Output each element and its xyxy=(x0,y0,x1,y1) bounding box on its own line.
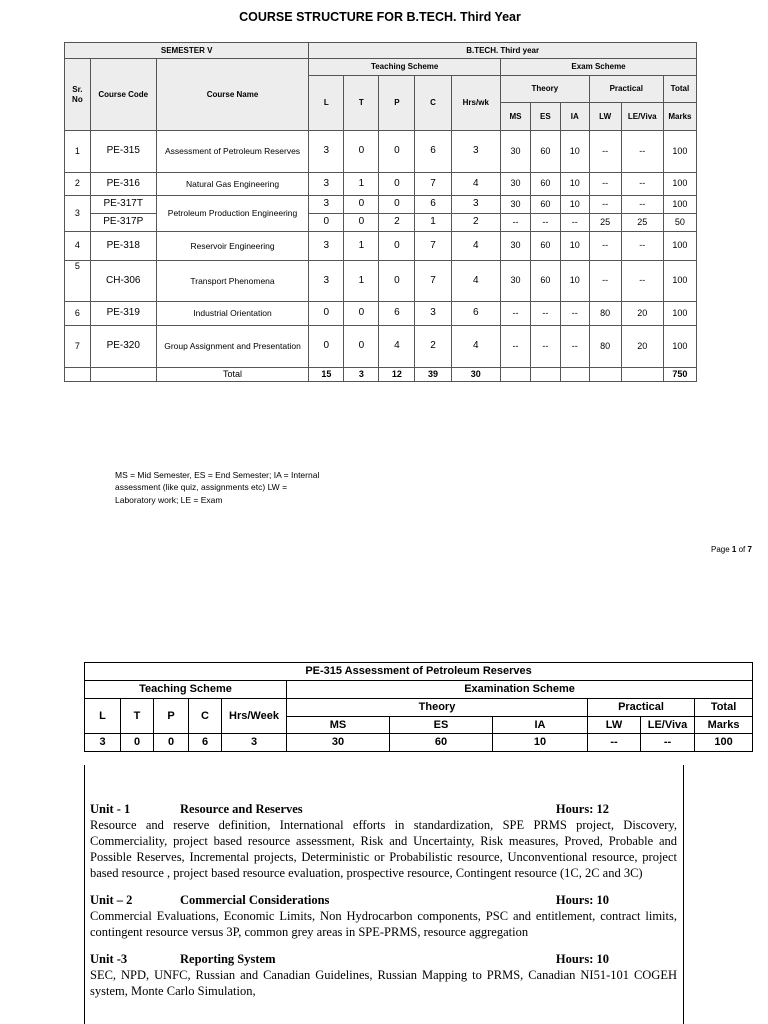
cell-LE: 20 xyxy=(621,326,663,368)
col-LW: LW xyxy=(588,716,641,734)
total-L: 15 xyxy=(309,368,344,382)
col-L: L xyxy=(309,76,344,131)
cell-L: 3 xyxy=(309,261,344,302)
total-marks: 750 xyxy=(663,368,696,382)
cell-ES: 60 xyxy=(530,232,560,261)
value-IA: 10 xyxy=(493,734,588,752)
cell-C: 7 xyxy=(415,261,451,302)
cell-P: 4 xyxy=(379,326,415,368)
cell-MS: -- xyxy=(501,214,531,232)
table-row xyxy=(65,326,697,368)
program-header: B.TECH. Third year xyxy=(309,43,697,59)
cell-code: PE-318 xyxy=(90,232,156,261)
total-T: 3 xyxy=(344,368,379,382)
cell-name: Group Assignment and Presentation xyxy=(156,326,309,368)
cell-P: 0 xyxy=(379,131,415,173)
table-row xyxy=(65,196,697,214)
cell-IA: -- xyxy=(560,302,589,326)
cell-name: Petroleum Production Engineering xyxy=(156,196,309,232)
unit-hours: Hours: 10 xyxy=(555,952,609,966)
cell-ES: -- xyxy=(530,326,560,368)
cell-MS: 30 xyxy=(501,232,531,261)
cell-sr: 7 xyxy=(65,326,91,368)
notes-line: MS = Mid Semester, ES = End Semester; IA = Internal xyxy=(115,470,320,480)
col-marks: Marks xyxy=(663,103,696,131)
cell-C: 3 xyxy=(415,302,451,326)
value-hrs: 3 xyxy=(222,734,287,752)
value-T: 0 xyxy=(121,734,154,752)
cell-C: 6 xyxy=(415,131,451,173)
col-LE: LE/Viva xyxy=(641,716,695,734)
cell-IA: 10 xyxy=(560,261,589,302)
cell-C: 7 xyxy=(415,232,451,261)
cell-P: 0 xyxy=(379,196,415,214)
page-number: Page 1 of 7 xyxy=(711,545,752,554)
col-ES: ES xyxy=(530,103,560,131)
col-MS: MS xyxy=(501,103,531,131)
course-structure-table xyxy=(64,42,697,382)
total-hrs: 30 xyxy=(451,368,500,382)
col-T: T xyxy=(121,698,154,734)
unit-hours: Hours: 12 xyxy=(555,802,609,816)
cell-name: Natural Gas Engineering xyxy=(156,173,309,196)
table-row xyxy=(65,131,697,173)
cell-LW: -- xyxy=(589,196,621,214)
exam-scheme-header: Examination Scheme xyxy=(287,680,753,698)
col-LW: LW xyxy=(589,103,621,131)
col-srno: Sr. No xyxy=(65,59,91,131)
cell-IA: 10 xyxy=(560,173,589,196)
course-title: PE-315 Assessment of Petroleum Reserves xyxy=(85,663,753,681)
cell-C: 6 xyxy=(415,196,451,214)
cell-MS: 30 xyxy=(501,173,531,196)
unit-body: Resource and reserve definition, International efforts in standardization, SPE PRMS project, Discovery, Commerciality, project based resource assessment, Risk and Uncertainty, Risk measures, Proved, Probable and Possible Reserves, Incremental projects, Deterministic or Probabilistic resource, Unconventional resource, project based resource , project based resource evaluation, prospective resource, Contingent resource (1C, 2C and 3C) xyxy=(90,818,677,880)
cell-sr: 4 xyxy=(65,232,91,261)
cell-hrs: 4 xyxy=(451,232,500,261)
cell-LE: -- xyxy=(621,261,663,302)
cell-LW: -- xyxy=(589,261,621,302)
cell-IA: 10 xyxy=(560,131,589,173)
cell-sr: 3 xyxy=(65,196,91,232)
table-row xyxy=(65,302,697,326)
col-T: T xyxy=(344,76,379,131)
value-C: 6 xyxy=(189,734,222,752)
page-title: COURSE STRUCTURE FOR B.TECH. Third Year xyxy=(239,10,521,24)
unit-title: Reporting System xyxy=(180,952,276,966)
cell-T: 0 xyxy=(344,196,379,214)
value-MS: 30 xyxy=(287,734,390,752)
cell-P: 6 xyxy=(379,302,415,326)
cell-L: 3 xyxy=(309,173,344,196)
col-C: C xyxy=(415,76,451,131)
cell-T: 1 xyxy=(344,232,379,261)
cell-ES: 60 xyxy=(530,261,560,302)
cell-name: Industrial Orientation xyxy=(156,302,309,326)
cell-L: 0 xyxy=(309,302,344,326)
cell-IA: -- xyxy=(560,214,589,232)
unit-section xyxy=(90,801,677,881)
cell-total: 100 xyxy=(663,131,696,173)
cell-sr: 5 xyxy=(65,261,91,302)
unit-title: Commercial Considerations xyxy=(180,893,330,907)
col-MS: MS xyxy=(287,716,390,734)
cell-P: 2 xyxy=(379,214,415,232)
course-scheme-table xyxy=(84,662,753,752)
cell-MS: -- xyxy=(501,326,531,368)
cell-LW: -- xyxy=(589,173,621,196)
notes-line: Laboratory work; LE = Exam xyxy=(115,494,223,505)
cell-T: 1 xyxy=(344,261,379,302)
cell-hrs: 2 xyxy=(451,214,500,232)
cell-LW: 80 xyxy=(589,302,621,326)
cell-code: PE-315 xyxy=(90,131,156,173)
cell-LE: -- xyxy=(621,196,663,214)
col-LE: LE/Viva xyxy=(621,103,663,131)
table-row xyxy=(65,261,697,302)
course-units xyxy=(84,765,684,1024)
unit-number: Unit -3 xyxy=(90,952,128,966)
cell-LW: 80 xyxy=(589,326,621,368)
cell-hrs: 4 xyxy=(451,326,500,368)
cell-sr: 6 xyxy=(65,302,91,326)
unit-section xyxy=(90,892,677,940)
value-LE: -- xyxy=(641,734,695,752)
teaching-scheme-header: Teaching Scheme xyxy=(309,59,501,76)
unit-title: Resource and Reserves xyxy=(180,802,303,816)
col-course-code: Course Code xyxy=(90,59,156,131)
cell-L: 0 xyxy=(309,214,344,232)
cell-LE: 20 xyxy=(621,302,663,326)
unit-number: Unit - 1 xyxy=(90,802,131,816)
cell-sr: 2 xyxy=(65,173,91,196)
cell-T: 0 xyxy=(344,131,379,173)
total-P: 12 xyxy=(379,368,415,382)
cell-C: 7 xyxy=(415,173,451,196)
cell-IA: 10 xyxy=(560,232,589,261)
col-ES: ES xyxy=(390,716,493,734)
col-P: P xyxy=(154,698,189,734)
total-header: Total xyxy=(663,76,696,103)
cell-code: PE-317P xyxy=(90,214,156,232)
cell-total: 100 xyxy=(663,326,696,368)
total-header: Total xyxy=(695,698,753,716)
cell-MS: 30 xyxy=(501,131,531,173)
cell-ES: 60 xyxy=(530,196,560,214)
practical-header: Practical xyxy=(588,698,695,716)
unit-number: Unit – 2 xyxy=(90,893,133,907)
col-course-name: Course Name xyxy=(156,59,309,131)
cell-total: 100 xyxy=(663,173,696,196)
col-IA: IA xyxy=(493,716,588,734)
table-row xyxy=(65,232,697,261)
cell-total: 100 xyxy=(663,302,696,326)
cell-total: 100 xyxy=(663,196,696,214)
theory-header: Theory xyxy=(287,698,588,716)
col-IA: IA xyxy=(560,103,589,131)
cell-MS: -- xyxy=(501,302,531,326)
value-ES: 60 xyxy=(390,734,493,752)
cell-P: 0 xyxy=(379,173,415,196)
cell-hrs: 6 xyxy=(451,302,500,326)
value-L: 3 xyxy=(85,734,121,752)
cell-total: 50 xyxy=(663,214,696,232)
col-hrs: Hrs/Week xyxy=(222,698,287,734)
cell-LW: 25 xyxy=(589,214,621,232)
cell-IA: 10 xyxy=(560,196,589,214)
cell-code: PE-320 xyxy=(90,326,156,368)
cell-code: PE-317T xyxy=(90,196,156,214)
cell-L: 3 xyxy=(309,131,344,173)
cell-sr: 1 xyxy=(65,131,91,173)
cell-total: 100 xyxy=(663,261,696,302)
cell-MS: 30 xyxy=(501,196,531,214)
total-label: Total xyxy=(156,368,309,382)
cell-code: PE-316 xyxy=(90,173,156,196)
unit-section xyxy=(90,951,677,999)
col-hrs: Hrs/wk xyxy=(451,76,500,131)
cell-T: 1 xyxy=(344,173,379,196)
theory-header: Theory xyxy=(501,76,590,103)
cell-T: 0 xyxy=(344,326,379,368)
cell-T: 0 xyxy=(344,214,379,232)
abbreviation-notes xyxy=(115,469,355,506)
cell-hrs: 4 xyxy=(451,261,500,302)
total-C: 39 xyxy=(415,368,451,382)
cell-hrs: 3 xyxy=(451,196,500,214)
unit-body: Commercial Evaluations, Economic Limits, Non Hydrocarbon components, PSC and entitlement, contract limits, contingent resource versus 3P, common grey areas in SPE-PRMS, resource aggregation xyxy=(90,909,677,939)
cell-P: 0 xyxy=(379,232,415,261)
cell-ES: -- xyxy=(530,302,560,326)
cell-LE: 25 xyxy=(621,214,663,232)
unit-header xyxy=(90,951,677,967)
cell-name: Transport Phenomena xyxy=(156,261,309,302)
cell-L: 3 xyxy=(309,196,344,214)
cell-ES: 60 xyxy=(530,173,560,196)
col-P: P xyxy=(379,76,415,131)
cell-name: Reservoir Engineering xyxy=(156,232,309,261)
cell-P: 0 xyxy=(379,261,415,302)
unit-header xyxy=(90,892,677,908)
cell-LE: -- xyxy=(621,232,663,261)
cell-L: 0 xyxy=(309,326,344,368)
cell-C: 2 xyxy=(415,326,451,368)
cell-MS: 30 xyxy=(501,261,531,302)
table-row xyxy=(65,173,697,196)
teaching-scheme-header: Teaching Scheme xyxy=(85,680,287,698)
value-total: 100 xyxy=(695,734,753,752)
col-marks: Marks xyxy=(695,716,753,734)
col-L: L xyxy=(85,698,121,734)
cell-L: 3 xyxy=(309,232,344,261)
cell-code: CH-306 xyxy=(90,261,156,302)
unit-header xyxy=(90,801,677,817)
semester-header: SEMESTER V xyxy=(65,43,309,59)
total-row xyxy=(65,368,697,382)
col-C: C xyxy=(189,698,222,734)
notes-line: assessment (like quiz, assignments etc) LW = xyxy=(115,482,288,493)
cell-T: 0 xyxy=(344,302,379,326)
cell-LW: -- xyxy=(589,232,621,261)
cell-C: 1 xyxy=(415,214,451,232)
practical-header: Practical xyxy=(589,76,663,103)
cell-LE: -- xyxy=(621,131,663,173)
cell-hrs: 3 xyxy=(451,131,500,173)
cell-code: PE-319 xyxy=(90,302,156,326)
cell-ES: -- xyxy=(530,214,560,232)
cell-IA: -- xyxy=(560,326,589,368)
cell-hrs: 4 xyxy=(451,173,500,196)
cell-total: 100 xyxy=(663,232,696,261)
value-P: 0 xyxy=(154,734,189,752)
cell-LE: -- xyxy=(621,173,663,196)
unit-hours: Hours: 10 xyxy=(555,893,609,907)
cell-ES: 60 xyxy=(530,131,560,173)
unit-body: SEC, NPD, UNFC, Russian and Canadian Guidelines, Russian Mapping to PRMS, Canadian NI51-101 COGEH system, Monte Carlo Simulation, xyxy=(90,968,677,998)
cell-name: Assessment of Petroleum Reserves xyxy=(156,131,309,173)
value-LW: -- xyxy=(588,734,641,752)
exam-scheme-header: Exam Scheme xyxy=(501,59,697,76)
cell-LW: -- xyxy=(589,131,621,173)
